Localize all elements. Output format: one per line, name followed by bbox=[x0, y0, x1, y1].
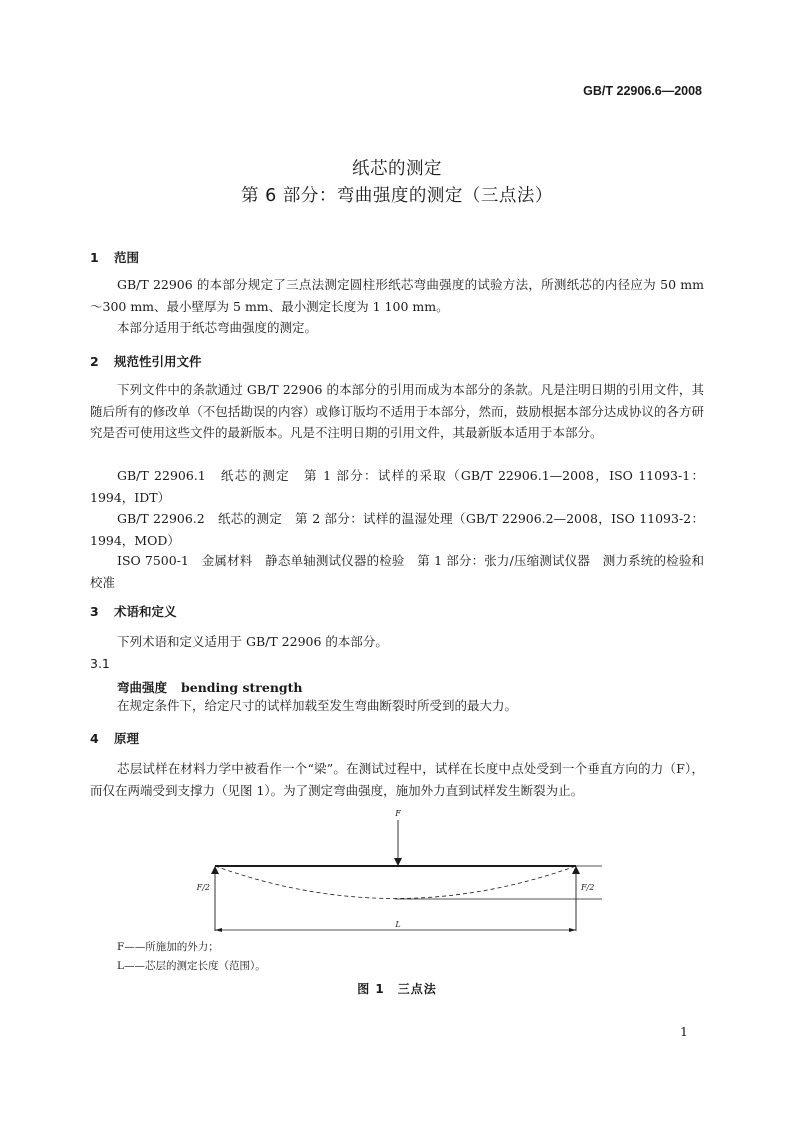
page-number: 1 bbox=[680, 1024, 688, 1039]
document-subtitle: 第 6 部分：弯曲强度的测定（三点法） bbox=[241, 186, 553, 206]
figure-caption: 图 1 三点法 bbox=[357, 982, 437, 996]
section-1-paragraph-1: GB/T 22906 的本部分规定了三点法测定圆柱形纸芯弯曲强度的试验方法，所测纸芯的内径应为 50 mm～300 mm、最小壁厚为 5 mm、最小测定长度为 1 100 mm。 bbox=[90, 277, 704, 314]
length-label: L bbox=[395, 920, 401, 929]
figure-legend-length: L——芯层的测定长度（范围）。 bbox=[117, 960, 266, 972]
document-title: 纸芯的测定 bbox=[352, 159, 442, 179]
right-support-label: F/2 bbox=[581, 883, 595, 892]
normative-reference-3: ISO 7500-1 金属材料 静态单轴测试仪器的检验 第 1 部分：张力/压缩测试仪器 测力系统的检验和校准 bbox=[90, 553, 704, 590]
section-title: 规范性引用文件 bbox=[114, 354, 202, 369]
section-number: 4 bbox=[90, 731, 99, 746]
section-3-paragraph-1: 下列术语和定义适用于 GB/T 22906 的本部分。 bbox=[117, 634, 388, 649]
normative-reference-2: GB/T 22906.2 纸芯的测定 第 2 部分：试样的温湿处理（GB/T 22906.2—2008，ISO 11093-2：1994，MOD） bbox=[90, 511, 704, 548]
section-2-heading bbox=[90, 352, 202, 370]
three-point-diagram bbox=[190, 806, 610, 936]
length-dimension-arrow-right bbox=[569, 928, 576, 932]
section-number: 2 bbox=[90, 354, 99, 369]
section-title: 范围 bbox=[114, 250, 140, 265]
section-number: 1 bbox=[90, 250, 99, 265]
section-4-heading bbox=[90, 729, 139, 747]
term-english: bending strength bbox=[181, 680, 303, 695]
left-support-label: F/2 bbox=[196, 883, 210, 892]
section-3-heading bbox=[90, 602, 177, 620]
term-entry bbox=[117, 678, 303, 696]
section-1-paragraph-2: 本部分适用于纸芯弯曲强度的测定。 bbox=[117, 320, 318, 335]
section-number: 3 bbox=[90, 604, 99, 619]
section-title: 原理 bbox=[114, 731, 140, 746]
section-4-paragraph-1: 芯层试样在材料力学中被看作一个“梁”。在测试过程中，试样在长度中点处受到一个垂直方向的力（F），而仅在两端受到支撑力（见图 1）。为了测定弯曲强度，施加外力直到试样发生断裂为止。 bbox=[90, 761, 704, 798]
section-1-heading bbox=[90, 248, 139, 266]
section-title: 术语和定义 bbox=[114, 604, 177, 619]
length-dimension-arrow-left bbox=[215, 928, 222, 932]
section-2-paragraph-1: 下列文件中的条款通过 GB/T 22906 的本部分的引用而成为本部分的条款。凡是注明日期的引用文件，其随后所有的修改单（不包括勘误的内容）或修订版均不适用于本部分，然而，鼓励根据本部分达成协议的各方研究是否可使用这些文件的最新版本。凡是不注明日期的引用文件，其最新版本适用于本部分。 bbox=[90, 382, 704, 440]
standard-number: GB/T 22906.6—2008 bbox=[583, 84, 702, 98]
figure-three-point-bending bbox=[190, 806, 610, 940]
deflection-curve bbox=[215, 866, 576, 899]
force-label: F bbox=[395, 809, 401, 818]
term-definition: 在规定条件下，给定尺寸的试样加载至发生弯曲断裂时所受到的最大力。 bbox=[117, 698, 518, 713]
figure-legend-force: F——所施加的外力； bbox=[117, 941, 219, 953]
normative-reference-1: GB/T 22906.1 纸芯的测定 第 1 部分：试样的采取（GB/T 22906.1—2008，ISO 11093-1：1994，IDT） bbox=[90, 468, 704, 505]
subsection-number: 3.1 bbox=[90, 656, 110, 671]
term-chinese: 弯曲强度 bbox=[117, 680, 168, 695]
